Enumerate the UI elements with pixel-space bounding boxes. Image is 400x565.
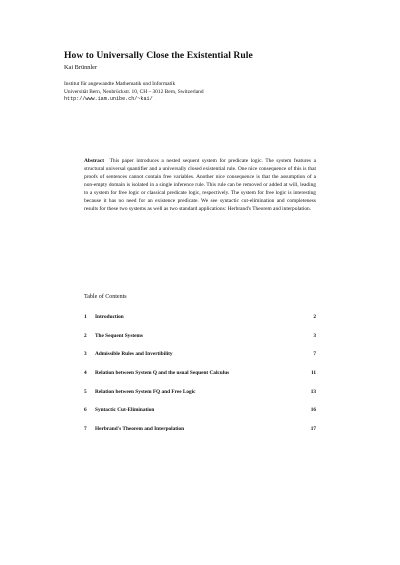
toc-entry-title: Relation between System Q and the usual Sequent Calculus (95, 370, 230, 377)
affiliation-institute: Institut für angewandte Mathematik und Informatik (64, 81, 176, 87)
abstract (84, 158, 316, 214)
affiliation-address: Universität Bern, Neubrückstr. 10, CH – 3012 Bern, Switzerland (64, 88, 204, 95)
toc-entry-number: 3 (84, 351, 87, 358)
toc-entry-title: The Sequent Systems (95, 332, 143, 339)
author-name: Kai Brünnler (64, 64, 98, 71)
toc-entry-page: 2 (313, 314, 316, 320)
toc-heading: Table of Contents (84, 294, 127, 300)
toc-entry-page: 13 (310, 388, 316, 395)
abstract-label: Abstract (84, 158, 105, 164)
author-homepage-link[interactable]: http://www.iam.unibe.ch/~kai/ (64, 96, 153, 103)
toc-entry-number: 5 (84, 388, 87, 395)
toc-entry-title: Syntactic Cut-Elimination (95, 407, 155, 414)
toc-entry-cut-elimination[interactable] (84, 407, 316, 415)
toc-entry-page: 3 (313, 332, 316, 339)
paper-title: How to Universally Close the Existential Rule (64, 50, 253, 61)
toc-entry-introduction[interactable] (84, 314, 316, 322)
toc-entry-herbrand[interactable] (84, 426, 316, 434)
affiliation-block (64, 81, 204, 104)
toc-entry-number: 7 (84, 426, 87, 433)
toc-entry-number: 1 (84, 314, 87, 320)
toc-entry-number: 2 (84, 332, 87, 339)
toc-entry-page: 17 (310, 426, 316, 433)
toc-entry-page: 11 (310, 370, 316, 377)
toc-entry-page: 7 (313, 351, 316, 358)
abstract-text: This paper introduces a nested sequent system for predicate logic. The system features a structural universal quantifier and a universally closed existential rule. One nice consequence of this is that proofs of sentences cannot contain free variables. Another nice consequence is that the assumption of a non-empty domain is isolated in a single inference rule. This rule can be removed or added at will, leading to a system for free logic or classical predicate logic, respectively. The system for free logic is interesting because it has no need for an existence predicate. We see syntactic cut-elimination and completeness results for these two systems as well as two standard applications: Herbrand's Theorem and interpolation. (84, 158, 316, 212)
toc-entry-title: Relation between System FQ and Free Logic (95, 388, 196, 395)
toc-entry-number: 4 (84, 370, 87, 377)
toc-entry-title: Herbrand's Theorem and Interpolation (95, 426, 185, 433)
toc-entry-admissible-rules[interactable] (84, 351, 316, 359)
toc-entry-page: 16 (310, 407, 316, 414)
toc-entry-system-q[interactable] (84, 370, 316, 378)
toc-entry-number: 6 (84, 407, 87, 414)
toc-entry-title: Introduction (95, 314, 124, 320)
toc-entry-title: Admissible Rules and Invertibility (95, 351, 173, 358)
table-of-contents (84, 314, 316, 445)
toc-entry-sequent-systems[interactable] (84, 333, 316, 341)
toc-entry-system-fq[interactable] (84, 389, 316, 397)
